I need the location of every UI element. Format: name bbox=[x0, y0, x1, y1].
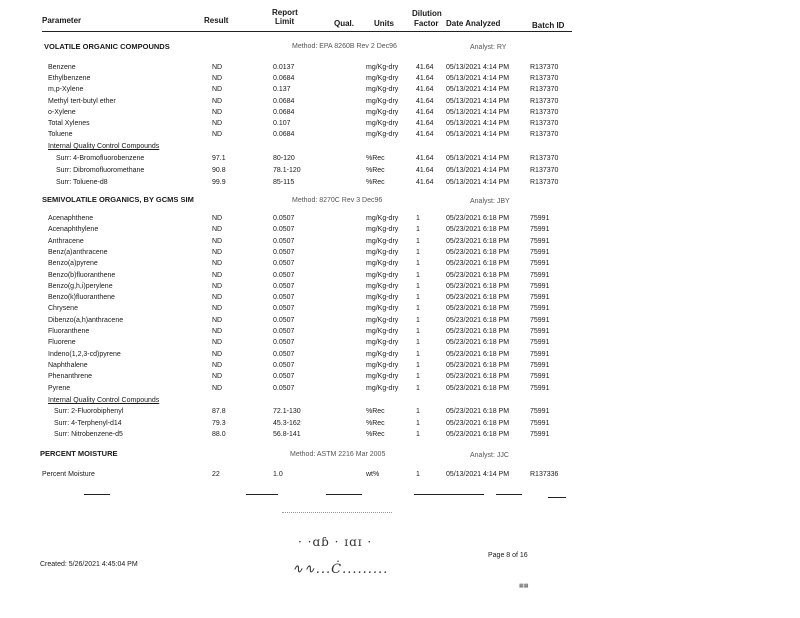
cell-units: mg/Kg-dry bbox=[366, 350, 399, 358]
cell-date: 05/13/2021 4:14 PM bbox=[446, 155, 510, 162]
cell-factor: 41.64 bbox=[416, 179, 434, 186]
cell-batch: 75991 bbox=[530, 373, 550, 381]
cell-factor: 1 bbox=[416, 260, 420, 268]
cell-units: mg/Kg-dry bbox=[366, 361, 399, 369]
cell-parameter: Benzo(b)fluoranthene bbox=[48, 271, 116, 279]
cell-result: ND bbox=[212, 215, 223, 222]
cell-date: 05/23/2021 6:18 PM bbox=[446, 215, 510, 222]
cell-parameter: Indeno(1,2,3-cd)pyrene bbox=[48, 350, 121, 358]
cell-parameter: Pyrene bbox=[48, 384, 71, 392]
cell-limit: 80-120 bbox=[273, 155, 295, 162]
cell-units: mg/Kg-dry bbox=[366, 260, 399, 268]
cell-batch: 75991 bbox=[530, 294, 550, 302]
cell-factor: 1 bbox=[416, 271, 420, 279]
cell-parameter: Methyl tert-butyl ether bbox=[48, 97, 116, 105]
cell-result: 22 bbox=[212, 471, 220, 478]
cell-date: 05/23/2021 6:18 PM bbox=[446, 316, 510, 324]
cell-parameter: Acenaphthylene bbox=[48, 226, 99, 234]
cell-factor: 1 bbox=[416, 328, 420, 335]
svoc-title: SEMIVOLATILE ORGANICS, BY GCMS SIM bbox=[42, 195, 194, 204]
cell-units: mg/Kg-dry bbox=[366, 120, 399, 127]
cell-date: 05/23/2021 6:18 PM bbox=[446, 350, 510, 358]
cell-batch: R137370 bbox=[530, 75, 559, 83]
cell-limit: 72.1-130 bbox=[273, 408, 301, 415]
cell-factor: 1 bbox=[416, 339, 420, 347]
cell-result: ND bbox=[212, 282, 223, 290]
cell-date: 05/23/2021 6:18 PM bbox=[446, 339, 510, 347]
cell-result: 88.0 bbox=[212, 431, 226, 438]
cell-date: 05/23/2021 6:18 PM bbox=[446, 294, 510, 302]
cell-result: ND bbox=[212, 271, 223, 279]
col-qual: Qual. bbox=[334, 19, 355, 28]
cell-parameter: Acenaphthene bbox=[48, 215, 94, 222]
rule-f bbox=[548, 497, 566, 498]
cell-result: ND bbox=[212, 237, 223, 245]
cell-limit: 0.0507 bbox=[273, 350, 295, 358]
cell-parameter: Total Xylenes bbox=[48, 120, 90, 127]
cell-limit: 0.0684 bbox=[273, 75, 295, 83]
col-report: Report bbox=[272, 8, 298, 17]
col-limit: Limit bbox=[275, 17, 295, 26]
cell-result: ND bbox=[212, 108, 223, 116]
cell-date: 05/23/2021 6:18 PM bbox=[446, 328, 510, 335]
cell-limit: 0.0507 bbox=[273, 373, 295, 381]
cell-factor: 1 bbox=[416, 431, 420, 438]
cell-factor: 41.64 bbox=[416, 108, 434, 116]
cell-units: mg/Kg-dry bbox=[366, 339, 399, 347]
cell-factor: 1 bbox=[416, 294, 420, 302]
cell-units: mg/Kg-dry bbox=[366, 282, 399, 290]
col-factor: Factor bbox=[414, 19, 439, 28]
cell-batch: 75991 bbox=[530, 282, 550, 290]
moisture-method: Method: ASTM 2216 Mar 2005 bbox=[290, 451, 386, 458]
cell-limit: 0.0137 bbox=[273, 64, 295, 71]
cell-batch: 75991 bbox=[530, 431, 550, 438]
cell-units: %Rec bbox=[366, 408, 385, 415]
cell-limit: 0.0507 bbox=[273, 384, 295, 392]
cell-batch: 75991 bbox=[530, 361, 550, 369]
cell-units: mg/Kg-dry bbox=[366, 97, 399, 105]
cell-date: 05/13/2021 4:14 PM bbox=[446, 64, 510, 71]
cell-date: 05/13/2021 4:14 PM bbox=[446, 167, 510, 174]
cell-factor: 1 bbox=[416, 305, 420, 313]
cell-result: ND bbox=[212, 120, 223, 127]
cell-factor: 1 bbox=[416, 248, 420, 256]
cell-factor: 1 bbox=[416, 282, 420, 290]
cell-units: mg/Kg-dry bbox=[366, 305, 399, 313]
col-units: Units bbox=[374, 19, 394, 28]
cell-units: mg/Kg-dry bbox=[366, 294, 399, 302]
cell-factor: 41.64 bbox=[416, 131, 434, 139]
cell-factor: 41.64 bbox=[416, 64, 434, 71]
cell-result: ND bbox=[212, 328, 223, 335]
stamp-mark: · ·ɑɓ · ɪɑɪ · bbox=[298, 535, 373, 549]
col-result: Result bbox=[204, 16, 229, 25]
cell-batch: 75991 bbox=[530, 305, 550, 313]
cell-factor: 41.64 bbox=[416, 86, 434, 94]
cell-parameter: Chrysene bbox=[48, 305, 78, 313]
cell-parameter: Surr: 4-Terphenyl-d14 bbox=[54, 419, 122, 427]
voc-method: Method: EPA 8260B Rev 2 Dec96 bbox=[292, 43, 397, 50]
cell-result: 87.8 bbox=[212, 408, 226, 415]
cell-result: 79.3 bbox=[212, 419, 226, 427]
cell-date: 05/23/2021 6:18 PM bbox=[446, 384, 510, 392]
cell-units: mg/Kg-dry bbox=[366, 108, 399, 116]
cell-batch: R137370 bbox=[530, 86, 559, 94]
cell-date: 05/23/2021 6:18 PM bbox=[446, 431, 510, 438]
cell-limit: 78.1-120 bbox=[273, 167, 301, 174]
cell-parameter: Surr: 4-Bromofluorobenzene bbox=[56, 155, 145, 162]
cell-date: 05/13/2021 4:14 PM bbox=[446, 179, 510, 186]
cell-date: 05/23/2021 6:18 PM bbox=[446, 305, 510, 313]
rule-c bbox=[326, 494, 362, 495]
cell-limit: 85-115 bbox=[273, 179, 295, 186]
cell-parameter: m,p-Xylene bbox=[48, 86, 84, 94]
cell-result: ND bbox=[212, 384, 223, 392]
cell-limit: 0.0507 bbox=[273, 294, 295, 302]
cell-result: ND bbox=[212, 350, 223, 358]
cell-units: mg/Kg-dry bbox=[366, 86, 399, 94]
cell-date: 05/23/2021 6:18 PM bbox=[446, 260, 510, 268]
cell-parameter: Surr: Nitrobenzene-d5 bbox=[54, 431, 123, 438]
cell-units: %Rec bbox=[366, 419, 385, 427]
cell-factor: 1 bbox=[416, 226, 420, 234]
svoc-method: Method: 8270C Rev 3 Dec96 bbox=[292, 197, 383, 204]
cell-limit: 0.0507 bbox=[273, 316, 295, 324]
cell-limit: 56.8-141 bbox=[273, 431, 301, 438]
cell-result: 99.9 bbox=[212, 179, 226, 186]
cell-result: ND bbox=[212, 226, 223, 234]
cell-units: mg/Kg-dry bbox=[366, 226, 399, 234]
rule-d bbox=[414, 494, 484, 495]
cell-date: 05/13/2021 4:14 PM bbox=[446, 108, 510, 116]
cell-units: mg/Kg-dry bbox=[366, 215, 399, 222]
cell-date: 05/23/2021 6:18 PM bbox=[446, 419, 510, 427]
cell-factor: 41.64 bbox=[416, 75, 434, 83]
cell-batch: 75991 bbox=[530, 260, 550, 268]
cell-units: %Rec bbox=[366, 179, 385, 186]
cell-factor: 1 bbox=[416, 471, 420, 478]
voc-analyst: Analyst: RY bbox=[470, 44, 507, 51]
cell-batch: 75991 bbox=[530, 271, 550, 279]
cell-units: wt% bbox=[366, 471, 380, 478]
cell-factor: 1 bbox=[416, 215, 420, 222]
cell-parameter: Benz(a)anthracene bbox=[48, 248, 108, 256]
cell-parameter: Naphthalene bbox=[48, 361, 88, 369]
cell-batch: R137370 bbox=[530, 108, 559, 116]
cell-batch: 75991 bbox=[530, 328, 550, 335]
corner-mark: ▦▦ bbox=[519, 583, 529, 589]
cell-parameter: Fluoranthene bbox=[48, 328, 90, 335]
cell-parameter: Surr: Dibromofluoromethane bbox=[56, 167, 145, 174]
cell-limit: 0.0507 bbox=[273, 226, 295, 234]
cell-parameter: Benzo(a)pyrene bbox=[48, 260, 98, 268]
cell-result: ND bbox=[212, 97, 223, 105]
cell-batch: 75991 bbox=[530, 339, 550, 347]
col-date-analyzed: Date Analyzed bbox=[446, 19, 501, 28]
cell-limit: 0.0507 bbox=[273, 260, 295, 268]
cell-parameter: Surr: Toluene-d8 bbox=[56, 179, 108, 186]
col-batch-id: Batch ID bbox=[532, 21, 565, 30]
cell-date: 05/23/2021 6:18 PM bbox=[446, 408, 510, 415]
cell-units: %Rec bbox=[366, 431, 385, 438]
cell-factor: 41.64 bbox=[416, 155, 434, 162]
cell-units: mg/Kg-dry bbox=[366, 384, 399, 392]
cell-batch: 75991 bbox=[530, 384, 550, 392]
rule-e bbox=[496, 494, 522, 495]
cell-date: 05/13/2021 4:14 PM bbox=[446, 471, 510, 478]
cell-result: ND bbox=[212, 373, 223, 381]
cell-units: mg/Kg-dry bbox=[366, 316, 399, 324]
col-dilution: Dilution bbox=[412, 9, 442, 18]
cell-limit: 0.0684 bbox=[273, 108, 295, 116]
cell-parameter: Benzene bbox=[48, 64, 76, 71]
header-rule bbox=[42, 31, 572, 32]
cell-result: ND bbox=[212, 75, 223, 83]
cell-limit: 0.0507 bbox=[273, 237, 295, 245]
cell-result: ND bbox=[212, 64, 223, 71]
cell-batch: R137336 bbox=[530, 471, 559, 478]
cell-result: ND bbox=[212, 294, 223, 302]
cell-limit: 0.0507 bbox=[273, 215, 295, 222]
cell-units: %Rec bbox=[366, 155, 385, 162]
cell-limit: 1.0 bbox=[273, 471, 283, 478]
cell-factor: 1 bbox=[416, 350, 420, 358]
voc-title: VOLATILE ORGANIC COMPOUNDS bbox=[44, 42, 170, 51]
cell-limit: 0.0507 bbox=[273, 271, 295, 279]
cell-result: ND bbox=[212, 339, 223, 347]
cell-batch: 75991 bbox=[530, 316, 550, 324]
cell-batch: R137370 bbox=[530, 120, 559, 127]
cell-parameter: Phenanthrene bbox=[48, 373, 92, 381]
cell-date: 05/23/2021 6:18 PM bbox=[446, 237, 510, 245]
cell-units: mg/Kg-dry bbox=[366, 131, 399, 139]
cell-units: mg/Kg-dry bbox=[366, 248, 399, 256]
cell-factor: 1 bbox=[416, 419, 420, 427]
cell-factor: 41.64 bbox=[416, 120, 434, 127]
cell-result: ND bbox=[212, 316, 223, 324]
cell-date: 05/13/2021 4:14 PM bbox=[446, 131, 510, 139]
cell-parameter: Fluorene bbox=[48, 339, 76, 347]
cell-batch: 75991 bbox=[530, 215, 550, 222]
cell-date: 05/13/2021 4:14 PM bbox=[446, 120, 510, 127]
cell-batch: 75991 bbox=[530, 350, 550, 358]
cell-date: 05/23/2021 6:18 PM bbox=[446, 361, 510, 369]
cell-result: ND bbox=[212, 305, 223, 313]
cell-batch: R137370 bbox=[530, 97, 559, 105]
cell-batch: 75991 bbox=[530, 226, 550, 234]
cell-batch: 75991 bbox=[530, 237, 550, 245]
page-number: Page 8 of 16 bbox=[488, 552, 528, 559]
cell-limit: 0.107 bbox=[273, 120, 291, 127]
cell-parameter: Dibenzo(a,h)anthracene bbox=[48, 316, 124, 324]
cell-factor: 1 bbox=[416, 384, 420, 392]
cell-result: ND bbox=[212, 86, 223, 94]
cell-date: 05/13/2021 4:14 PM bbox=[446, 97, 510, 105]
col-parameter: Parameter bbox=[42, 16, 82, 25]
cell-factor: 1 bbox=[416, 316, 420, 324]
cell-limit: 0.0507 bbox=[273, 305, 295, 313]
cell-parameter: Percent Moisture bbox=[42, 471, 95, 478]
cell-batch: 75991 bbox=[530, 419, 550, 427]
cell-limit: 0.0684 bbox=[273, 97, 295, 105]
cell-result: ND bbox=[212, 131, 223, 139]
cell-units: %Rec bbox=[366, 167, 385, 174]
cell-limit: 0.137 bbox=[273, 86, 291, 94]
dotted-rule bbox=[282, 512, 392, 513]
cell-limit: 0.0507 bbox=[273, 361, 295, 369]
cell-limit: 0.0507 bbox=[273, 339, 295, 347]
cell-parameter: Benzo(g,h,i)perylene bbox=[48, 282, 113, 290]
cell-result: 97.1 bbox=[212, 155, 226, 162]
rule-b bbox=[246, 494, 278, 495]
cell-units: mg/Kg-dry bbox=[366, 271, 399, 279]
rule-a bbox=[84, 494, 110, 495]
cell-result: ND bbox=[212, 361, 223, 369]
cell-factor: 41.64 bbox=[416, 167, 434, 174]
cell-factor: 1 bbox=[416, 408, 420, 415]
cell-batch: R137370 bbox=[530, 131, 559, 139]
cell-date: 05/13/2021 4:14 PM bbox=[446, 75, 510, 83]
cell-units: mg/Kg-dry bbox=[366, 64, 399, 71]
cell-date: 05/23/2021 6:18 PM bbox=[446, 226, 510, 234]
cell-date: 05/23/2021 6:18 PM bbox=[446, 248, 510, 256]
cell-result: ND bbox=[212, 248, 223, 256]
cell-result: ND bbox=[212, 260, 223, 268]
svoc-surrogates-label: Internal Quality Control Compounds bbox=[48, 397, 160, 404]
cell-limit: 0.0507 bbox=[273, 248, 295, 256]
cell-parameter: Anthracene bbox=[48, 237, 84, 245]
cell-factor: 1 bbox=[416, 237, 420, 245]
cell-batch: R137370 bbox=[530, 167, 559, 174]
cell-units: mg/Kg-dry bbox=[366, 237, 399, 245]
cell-factor: 1 bbox=[416, 361, 420, 369]
cell-units: mg/Kg-dry bbox=[366, 75, 399, 83]
cell-batch: R137370 bbox=[530, 64, 559, 71]
cell-date: 05/13/2021 4:14 PM bbox=[446, 86, 510, 94]
cell-parameter: Toluene bbox=[48, 131, 73, 139]
moisture-title: PERCENT MOISTURE bbox=[40, 449, 118, 458]
moisture-analyst: Analyst: JJC bbox=[470, 452, 509, 459]
cell-units: mg/Kg-dry bbox=[366, 373, 399, 381]
cell-batch: R137370 bbox=[530, 155, 559, 162]
cell-units: mg/Kg-dry bbox=[366, 328, 399, 335]
cell-factor: 41.64 bbox=[416, 97, 434, 105]
cell-parameter: Surr: 2-Fluorobiphenyl bbox=[54, 408, 124, 415]
voc-surrogates-label: Internal Quality Control Compounds bbox=[48, 143, 160, 150]
cell-batch: 75991 bbox=[530, 408, 550, 415]
svoc-analyst: Analyst: JBY bbox=[470, 198, 510, 205]
cell-result: 90.8 bbox=[212, 167, 226, 174]
cell-parameter: Ethylbenzene bbox=[48, 75, 91, 83]
cell-date: 05/23/2021 6:18 PM bbox=[446, 271, 510, 279]
cell-factor: 1 bbox=[416, 373, 420, 381]
cell-limit: 0.0507 bbox=[273, 328, 295, 335]
created-timestamp: Created: 5/26/2021 4:45:04 PM bbox=[40, 561, 138, 568]
cell-limit: 0.0684 bbox=[273, 131, 295, 139]
handwritten-signature: ∿∿...Ċ......... bbox=[292, 562, 389, 577]
cell-limit: 0.0507 bbox=[273, 282, 295, 290]
cell-parameter: Benzo(k)fluoranthene bbox=[48, 294, 115, 302]
cell-batch: 75991 bbox=[530, 248, 550, 256]
cell-batch: R137370 bbox=[530, 179, 559, 186]
cell-limit: 45.3-162 bbox=[273, 419, 301, 427]
cell-date: 05/23/2021 6:18 PM bbox=[446, 373, 510, 381]
cell-date: 05/23/2021 6:18 PM bbox=[446, 282, 510, 290]
cell-parameter: o-Xylene bbox=[48, 108, 76, 116]
